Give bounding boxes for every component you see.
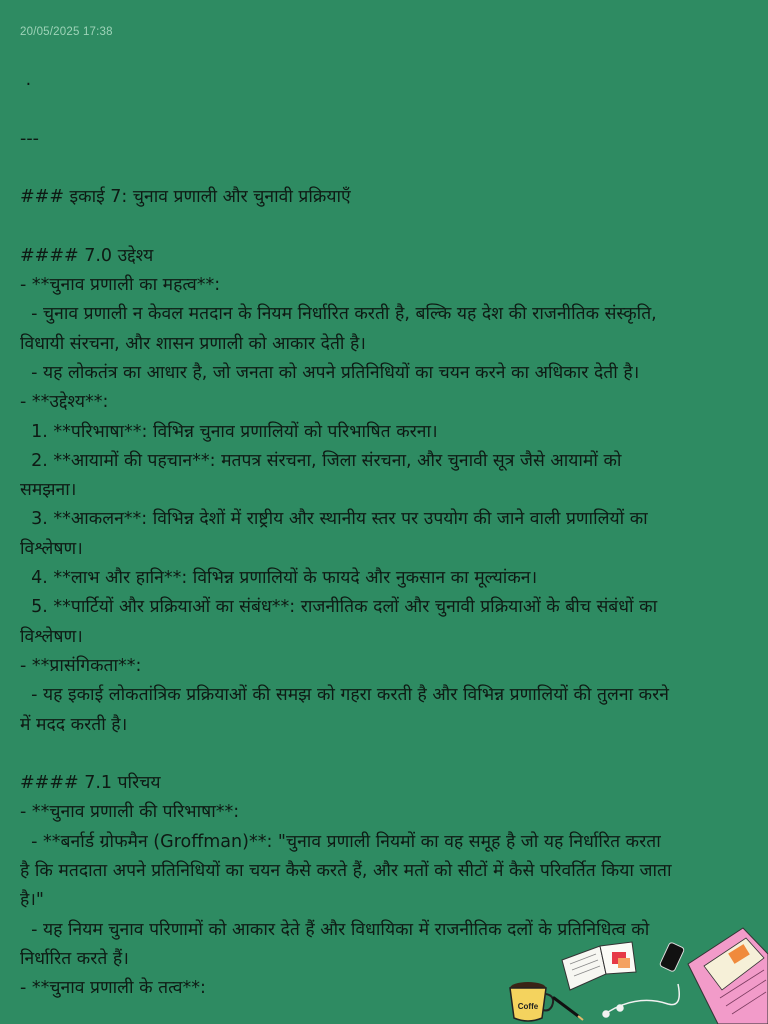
note-line: - **चुनाव प्रणाली का महत्व**: — [20, 275, 221, 296]
note-line: #### 7.1 परिचय — [20, 773, 161, 794]
note-line: में मदद करती है। — [20, 714, 128, 735]
laptop-icon — [688, 928, 768, 1024]
note-line: 4. **लाभ और हानि**: विभिन्न प्रणालियों के फायदे और नुकसान का मूल्यांकन। — [20, 568, 538, 589]
note-line: 1. **परिभाषा**: विभिन्न चुनाव प्रणालियों को परिभाषित करना। — [20, 421, 438, 442]
note-line: - चुनाव प्रणाली न केवल मतदान के नियम निर्धारित करती है, बल्कि यह देश की राजनीतिक संस्कृति, — [20, 304, 657, 325]
open-notebook-icon — [562, 942, 636, 990]
note-line: 2. **आयामों की पहचान**: मतपत्र संरचना, जिला संरचना, और चुनावी सूत्र जैसे आयामों को — [20, 450, 622, 471]
note-body[interactable] — [20, 66, 755, 1004]
note-line: - यह नियम चुनाव परिणामों को आकार देते हैं और विधायिका में राजनीतिक दलों के प्रतिनिधित्व को — [20, 919, 650, 940]
note-line — [20, 740, 755, 769]
note-line: निर्धारित करते हैं। — [20, 948, 129, 969]
note-line: --- — [20, 128, 39, 149]
note-line: 3. **आकलन**: विभिन्न देशों में राष्ट्रीय और स्थानीय स्तर पर उपयोग की जाने वाली प्रणालियों का — [20, 509, 648, 530]
earphones-icon — [603, 984, 679, 1017]
note-line: - **प्रासंगिकता**: — [20, 655, 142, 676]
note-line: विश्लेषण। — [20, 538, 83, 559]
note-line: विधायी संरचना, और शासन प्रणाली को आकार देती है। — [20, 333, 366, 354]
note-line: - यह लोकतंत्र का आधार है, जो जनता को अपने प्रतिनिधियों का चयन करने का अधिकार देती है। — [20, 362, 640, 383]
note-line: - यह इकाई लोकतांत्रिक प्रक्रियाओं की समझ को गहरा करती है और विभिन्न प्रणालियों की तुलना करने — [20, 685, 669, 706]
note-line: ### इकाई 7: चुनाव प्रणाली और चुनावी प्रक्रियाएँ — [20, 187, 351, 208]
note-line — [20, 212, 755, 241]
note-line: #### 7.0 उद्देश्य — [20, 245, 154, 266]
note-line: - **चुनाव प्रणाली की परिभाषा**: — [20, 802, 240, 823]
note-timestamp: 20/05/2025 17:38 — [20, 26, 113, 38]
desk-decoration — [508, 924, 768, 1024]
note-line: - **चुनाव प्रणाली के तत्व**: — [20, 978, 206, 999]
note-line: समझना। — [20, 480, 77, 501]
coffee-label: Coffe — [517, 1002, 539, 1011]
note-line: है।" — [20, 890, 44, 911]
pencil-icon — [554, 998, 583, 1020]
note-line: विश्लेषण। — [20, 626, 83, 647]
note-line — [20, 154, 755, 183]
note-line: 5. **पार्टियों और प्रक्रियाओं का संबंध**: राजनीतिक दलों और चुनावी प्रक्रियाओं के बीच संबंधों का — [20, 597, 658, 618]
note-line: - **बर्नार्ड ग्रोफमैन (Groffman)**: "चुनाव प्रणाली नियमों का वह समूह है जो यह निर्धारित करता — [20, 831, 661, 852]
note-line: - **उद्देश्य**: — [20, 392, 109, 413]
note-line: . — [20, 70, 32, 90]
note-line: है कि मतदाता अपने प्रतिनिधियों का चयन कैसे करते हैं, और मतों को सीटों में कैसे परिवर्तित किया जाता — [20, 861, 672, 882]
smartphone-icon — [659, 942, 684, 972]
coffee-cup-icon — [510, 982, 553, 1021]
note-line — [20, 95, 755, 124]
